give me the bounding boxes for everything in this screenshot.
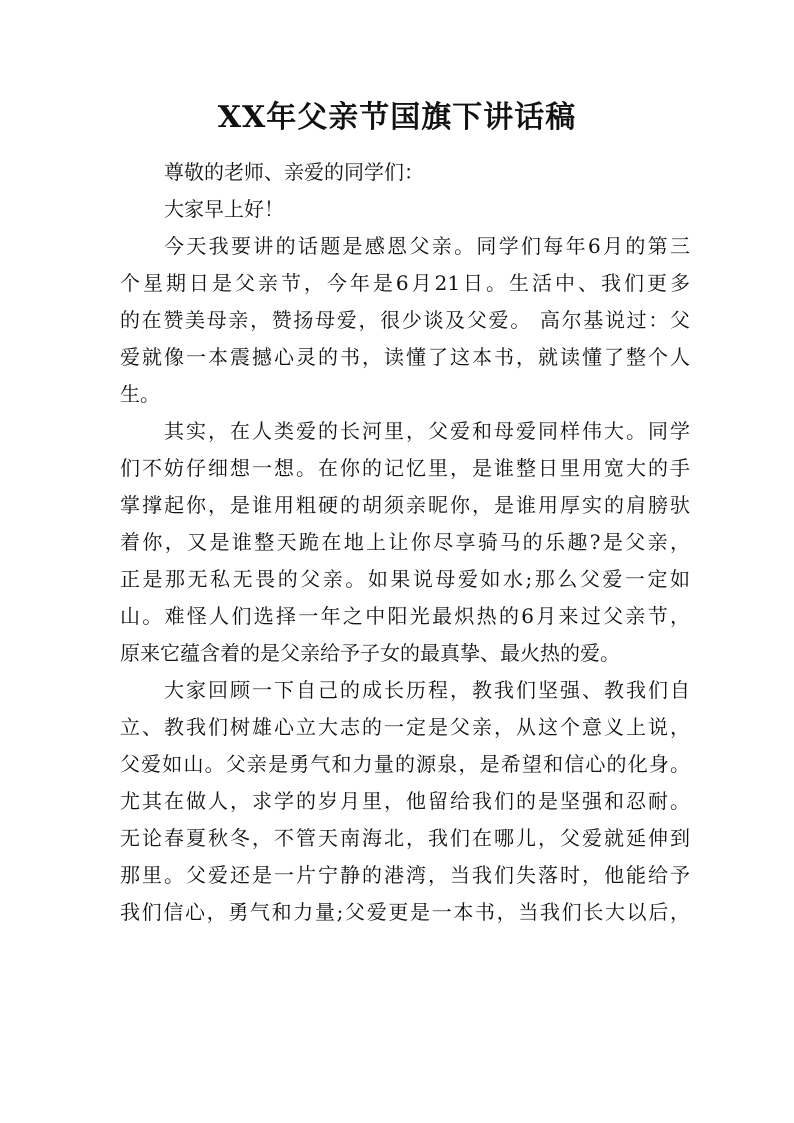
paragraph-2-line-1: 其实，在人类爱的长河里，父爱和母爱同样伟大。同学 [164,419,690,443]
paragraph-2-line-6: 山。难怪人们选择一年之中阳光最炽热的6月来过父亲节， [120,604,690,628]
paragraph-2-line-4: 着你，又是谁整天跪在地上让你尽享骑马的乐趣?是父亲， [120,530,690,554]
paragraph-3-line-2: 立、教我们树雄心立大志的一定是父亲，从这个意义上说， [120,715,690,739]
paragraph-2-line-7: 原来它蕴含着的是父亲给予子女的最真挚、最火热的爱。 [120,641,620,665]
paragraph-2-line-2: 们不妨仔细想一想。在你的记忆里，是谁整日里用宽大的手 [120,456,690,480]
greeting-line: 大家早上好！ [164,197,284,221]
paragraph-2-line-5: 正是那无私无畏的父亲。如果说母爱如水;那么父爱一定如 [120,567,690,591]
paragraph-3-line-4: 尤其在做人，求学的岁月里，他留给我们的是坚强和忍耐。 [120,789,690,813]
paragraph-3-line-6: 那里。父爱还是一片宁静的港湾，当我们失落时，他能给予 [120,863,690,887]
paragraph-3-line-1: 大家回顾一下自己的成长历程，教我们坚强、教我们自 [164,678,690,702]
document-body [120,154,690,931]
paragraph-1-line-1: 今天我要讲的话题是感恩父亲。同学们每年6月的第三 [164,234,690,258]
paragraph-3-line-5: 无论春夏秋冬，不管天南海北，我们在哪儿，父爱就延伸到 [120,826,690,850]
paragraph-1-line-5: 生。 [120,382,160,406]
document-title: XX年父亲节国旗下讲话稿 [217,100,577,135]
paragraph-1-line-3: 的在赞美母亲，赞扬母爱，很少谈及父爱。 高尔基说过：父 [120,308,690,332]
paragraph-1-line-2: 个星期日是父亲节，今年是6月21日。生活中、我们更多 [120,271,690,295]
paragraph-2-line-3: 掌撑起你，是谁用粗硬的胡须亲昵你，是谁用厚实的肩膀驮 [120,493,690,517]
salutation-line: 尊敬的老师、亲爱的同学们： [164,160,424,184]
paragraph-3-line-3: 父爱如山。父亲是勇气和力量的源泉，是希望和信心的化身。 [120,752,690,776]
paragraph-3-line-7: 我们信心，勇气和力量;父爱更是一本书，当我们长大以后， [120,900,690,924]
paragraph-1-line-4: 爱就像一本震撼心灵的书，读懂了这本书，就读懂了整个人 [120,345,690,369]
